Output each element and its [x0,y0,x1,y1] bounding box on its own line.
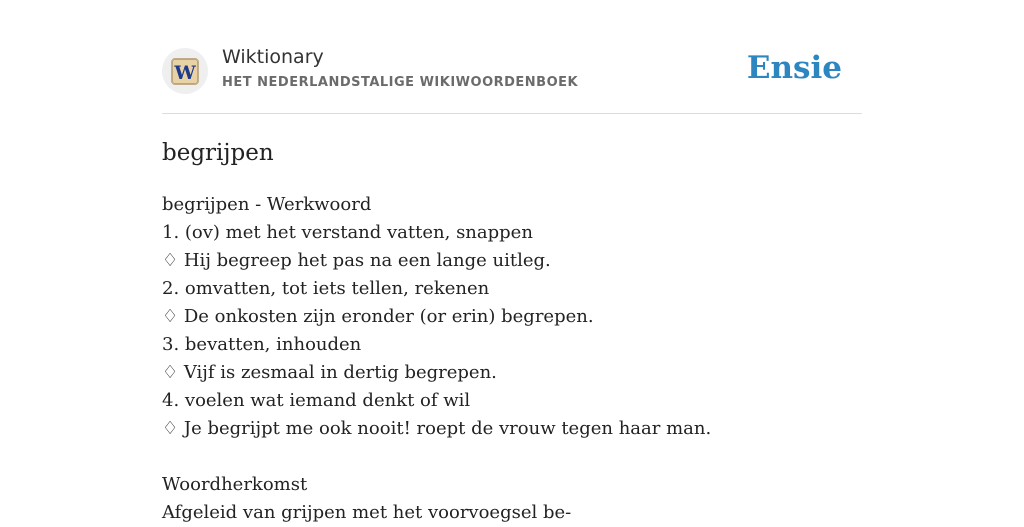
definition-example: ♢ De onkosten zijn eronder (or erin) begrepen. [162,306,594,327]
etymology-heading: Woordherkomst [162,474,308,495]
definition-example: ♢ Vijf is zesmaal in dertig begrepen. [162,362,497,383]
page [162,0,862,527]
definition-sense: 4. voelen wat iemand denkt of wil [162,390,471,411]
definition-sense: 3. bevatten, inhouden [162,334,362,355]
etymology-text: Afgeleid van grijpen met het voorvoegsel be- [162,502,572,523]
definition-sense: 1. (ov) met het verstand vatten, snappen [162,222,533,243]
page-title: begrijpen [162,140,274,166]
site-header [162,46,862,114]
wiktionary-logo-icon[interactable] [162,48,208,94]
svg-text:W: W [174,62,196,84]
definition-example: ♢ Hij begreep het pas na een lange uitleg. [162,250,551,271]
site-name[interactable]: Wiktionary [222,46,324,68]
site-tagline: HET NEDERLANDSTALIGE WIKIWOORDENBOEK [222,75,579,90]
ensie-brand-link[interactable]: Ensie [746,50,842,86]
entry-content [162,191,862,527]
entry-heading: begrijpen - Werkwoord [162,194,372,215]
definition-sense: 2. omvatten, tot iets tellen, rekenen [162,278,490,299]
section-spacer [162,443,862,471]
definition-example: ♢ Je begrijpt me ook nooit! roept de vrouw tegen haar man. [162,418,712,439]
